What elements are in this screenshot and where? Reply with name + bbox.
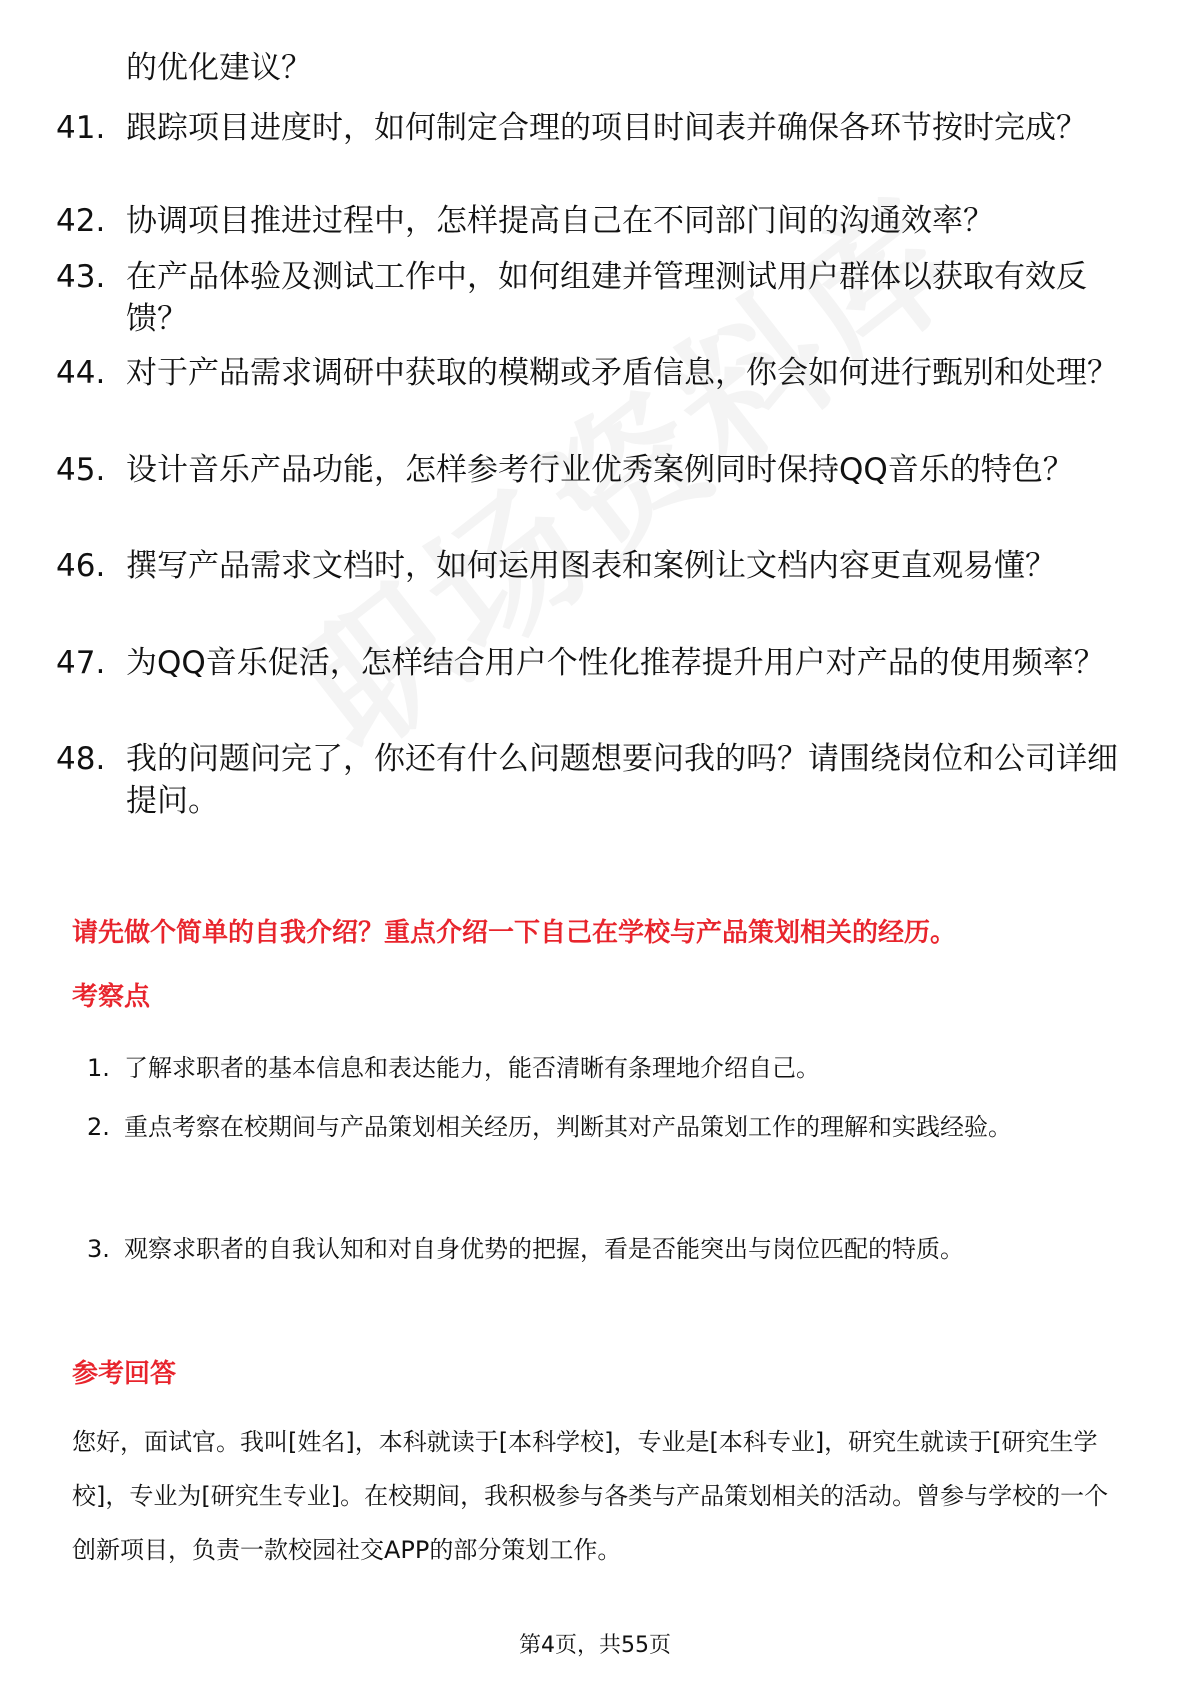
reference-answer-heading: 参考回答: [72, 1359, 177, 1389]
list-item: [56, 47, 1126, 89]
question-text: 设计音乐产品功能，怎样参考行业优秀案例同时保持QQ音乐的特色？: [126, 452, 1074, 488]
list-item: [56, 738, 1126, 822]
question-number: 41.: [56, 110, 106, 146]
list-item: [56, 545, 1126, 587]
page-number: 第4页，共55页: [519, 1633, 671, 1658]
list-item: [56, 107, 1126, 149]
point-number: 1.: [87, 1054, 110, 1082]
list-item: [56, 642, 1126, 684]
question-number: 44.: [56, 355, 106, 391]
question-text: 为QQ音乐促活，怎样结合用户个性化推荐提升用户对产品的使用频率？: [126, 645, 1105, 681]
point-number: 3.: [87, 1235, 110, 1263]
point-number: 2.: [87, 1113, 110, 1141]
list-item: [56, 256, 1126, 340]
question-number: 42.: [56, 203, 106, 239]
point-text: 重点考察在校期间与产品策划相关经历，判断其对产品策划工作的理解和实践经验。: [124, 1113, 1012, 1141]
question-number: 47.: [56, 645, 106, 681]
question-text: 对于产品需求调研中获取的模糊或矛盾信息，你会如何进行甄别和处理？: [126, 355, 1118, 391]
main-question-heading: 请先做个简单的自我介绍？重点介绍一下自己在学校与产品策划相关的经历。: [72, 918, 957, 948]
question-number: 46.: [56, 548, 106, 584]
question-text: 跟踪项目进度时，如何制定合理的项目时间表并确保各环节按时完成？: [126, 110, 1087, 146]
list-item: [56, 352, 1126, 394]
point-text: 观察求职者的自我认知和对自身优势的把握，看是否能突出与岗位匹配的特质。: [124, 1235, 964, 1263]
list-item: [56, 200, 1126, 242]
list-item: [72, 1221, 1122, 1277]
question-number: 45.: [56, 452, 106, 488]
question-number: 48.: [56, 741, 106, 777]
list-item: [72, 1040, 1122, 1096]
question-text: 在产品体验及测试工作中，如何组建并管理测试用户群体以获取有效反馈？: [126, 259, 1087, 337]
question-text: 撰写产品需求文档时，如何运用图表和案例让文档内容更直观易懂？: [126, 548, 1056, 584]
assessment-points-heading: 考察点: [72, 982, 151, 1012]
reference-answer-text: 您好，面试官。我叫[姓名]，本科就读于[本科学校]，专业是[本科专业]，研究生就读于[研究生学校]，专业为[研究生专业]。在校期间，我积极参与各类与产品策划相关的活动。曾参与学校的一个创新项目，负责一款校园社交APP的部分策划工作。: [72, 1428, 1109, 1564]
question-number: 43.: [56, 259, 106, 295]
question-text: 协调项目推进过程中，怎样提高自己在不同部门间的沟通效率？: [126, 203, 994, 239]
list-item: [56, 449, 1126, 491]
question-text: 我的问题问完了，你还有什么问题想要问我的吗？请围绕岗位和公司详细提问。: [126, 741, 1118, 819]
point-text: 了解求职者的基本信息和表达能力，能否清晰有条理地介绍自己。: [124, 1054, 820, 1082]
list-item: [72, 1099, 1122, 1155]
question-text: 的优化建议？: [126, 50, 312, 86]
